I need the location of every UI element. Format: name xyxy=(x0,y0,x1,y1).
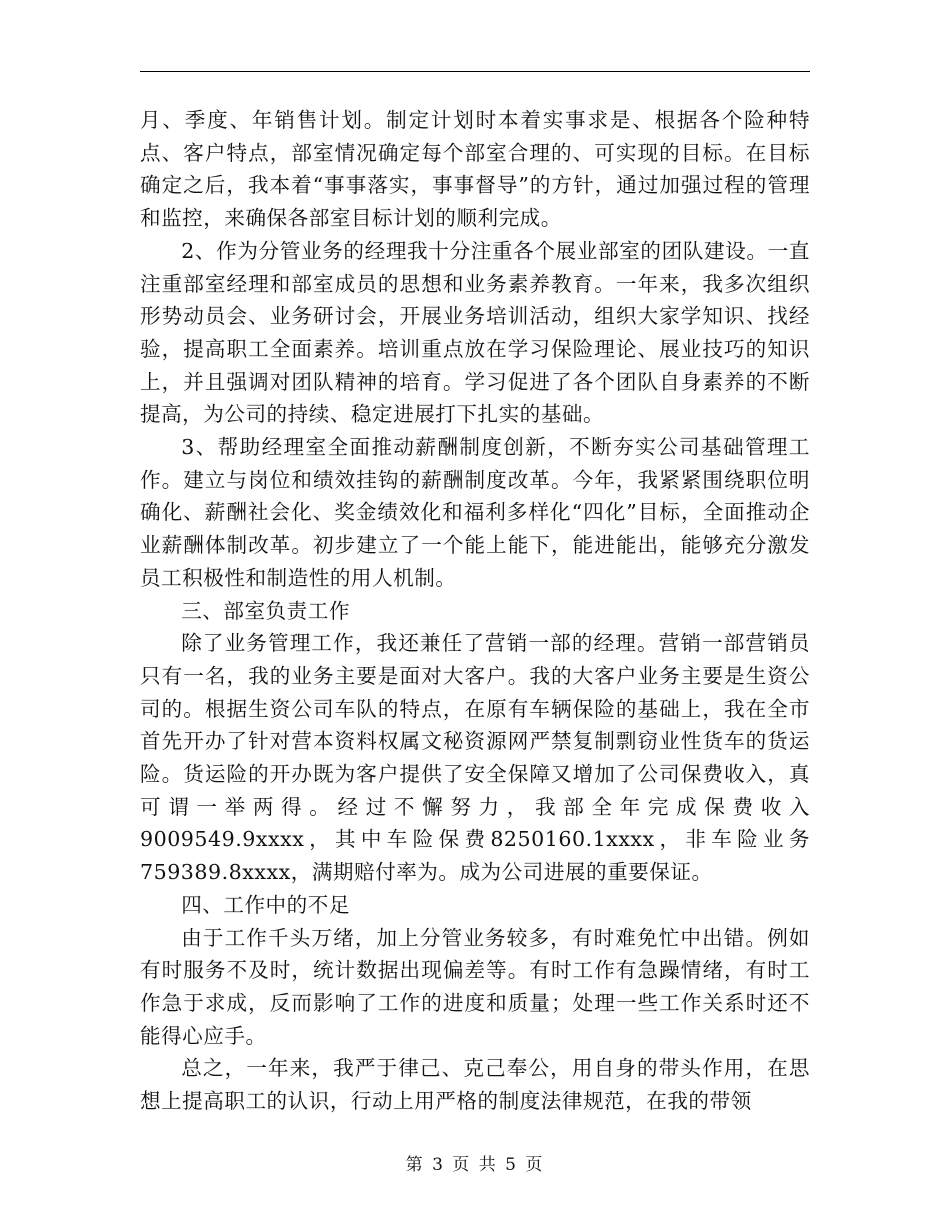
paragraph-6: 总之，一年来，我严于律己、克己奉公，用自身的带头作用，在思想上提高职工的认识，行动上用严格的制度法律规范，在我的带领 xyxy=(140,1056,810,1114)
paragraph-3: 3、帮助经理室全面推动薪酬制度创新，不断夯实公司基础管理工作。建立与岗位和绩效挂钩的薪酬制度改革。今年，我紧紧围绕职位明确化、薪酬社会化、奖金绩效化和福利多样化“四化”目标，全面推动企业薪酬体制改革。初步建立了一个能上能下，能进能出，能够充分激发员工积极性和制造性的用人机制。 xyxy=(140,435,810,590)
header-rule xyxy=(140,71,810,72)
section-heading-3: 三、部室负责工作 xyxy=(181,598,350,623)
document-body xyxy=(140,104,810,1118)
page-footer: 第 3 页 共 5 页 xyxy=(405,1155,545,1175)
paragraph-1: 月、季度、年销售计划。制定计划时本着实事求是、根据各个险种特点、客户特点，部室情况确定每个部室合理的、可实现的目标。在目标确定之后，我本着“事事落实，事事督导”的方针，通过加强过程的管理和监控，来确保各部室目标计划的顺利完成。 xyxy=(140,108,810,231)
section-heading-4: 四、工作中的不足 xyxy=(181,892,350,917)
paragraph-5: 由于工作千头万绪，加上分管业务较多，有时难免忙中出错。例如有时服务不及时，统计数据出现偏差等。有时工作有急躁情绪，有时工作急于求成，反而影响了工作的进度和质量；处理一些工作关系时还不能得心应手。 xyxy=(140,925,810,1048)
paragraph-2: 2、作为分管业务的经理我十分注重各个展业部室的团队建设。一直注重部室经理和部室成员的思想和业务素养教育。一年来，我多次组织形势动员会、业务研讨会，开展业务培训活动，组织大家学知识、找经验，提高职工全面素养。培训重点放在学习保险理论、展业技巧的知识上，并且强调对团队精神的培育。学习促进了各个团队自身素养的不断提高，为公司的持续、稳定进展打下扎实的基础。 xyxy=(140,238,810,427)
paragraph-4: 除了业务管理工作，我还兼任了营销一部的经理。营销一部营销员只有一名，我的业务主要是面对大客户。我的大客户业务主要是生资公司的。根据生资公司车队的特点，在原有车辆保险的基础上，我在全市首先开办了针对营本资料权属文秘资源网严禁复制剽窃业性货车的货运险。货运险的开办既为客户提供了安全保障又增加了公司保费收入，真可谓一举两得。经过不懈努力，我部全年完成保费收入9009549.9xxxx，其中车险保费8250160.1xxxx，非车险业务759389.8xxxx，满期赔付率为。成为公司进展的重要保证。 xyxy=(140,631,810,885)
